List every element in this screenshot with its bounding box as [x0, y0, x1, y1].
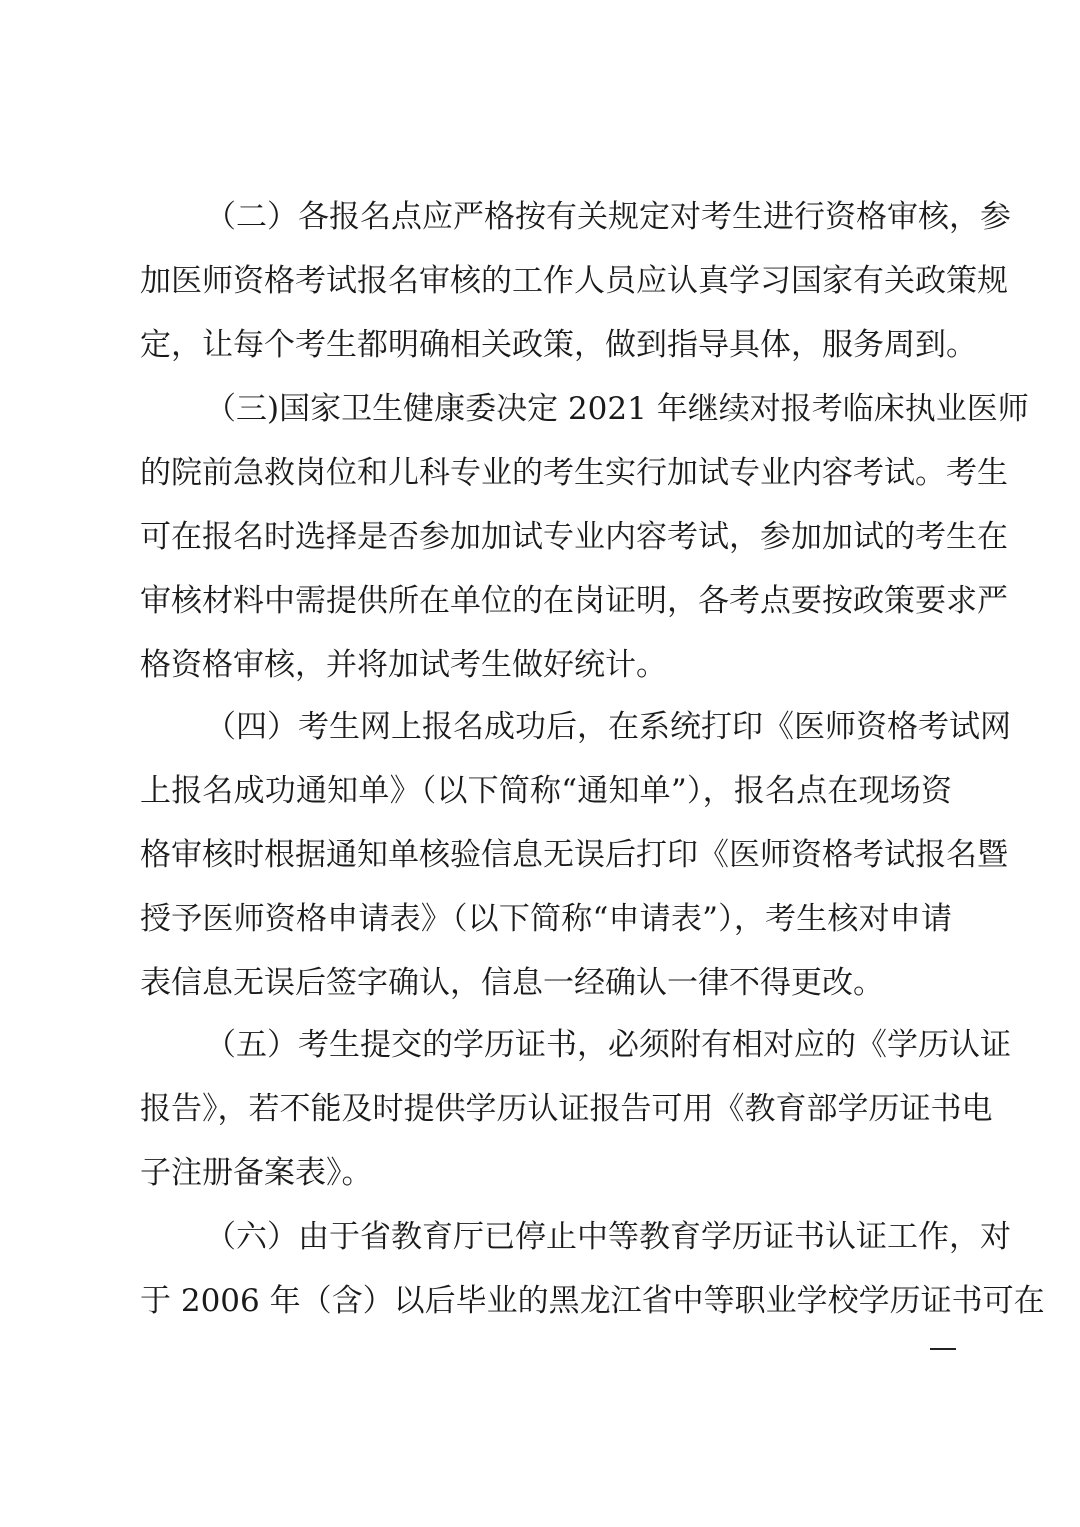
paragraph-6-line-1: （六）由于省教育厅已停止中等教育学历证书认证工作，对	[205, 1219, 1011, 1255]
paragraph-5-line-2: 报告》，若不能及时提供学历认证报告可用《教育部学历证书电	[140, 1091, 993, 1127]
paragraph-4-line-2: 上报名成功通知单》（以下简称“通知单”），报名点在现场资	[140, 773, 952, 809]
paragraph-5-line-1: （五）考生提交的学历证书，必须附有相对应的《学历认证	[205, 1027, 1011, 1063]
paragraph-5-line-3: 子注册备案表》。	[140, 1155, 373, 1191]
paragraph-4-line-1: （四）考生网上报名成功后，在系统打印《医师资格考试网	[205, 709, 1011, 745]
paragraph-3-line-2: 的院前急救岗位和儿科专业的考生实行加试专业内容考试。考生	[140, 455, 1008, 491]
paragraph-2-line-3: 定，让每个考生都明确相关政策，做到指导具体，服务周到。	[140, 327, 977, 363]
paragraph-4-line-4: 授予医师资格申请表》（以下简称“申请表”），考生核对申请	[140, 901, 952, 937]
paragraph-4-line-3: 格审核时根据通知单核验信息无误后打印《医师资格考试报名暨	[140, 837, 1008, 873]
page-number-dash	[930, 1348, 956, 1350]
paragraph-2-line-2: 加医师资格考试报名审核的工作人员应认真学习国家有关政策规	[140, 263, 1008, 299]
paragraph-4-line-5: 表信息无误后签字确认，信息一经确认一律不得更改。	[140, 965, 884, 1001]
paragraph-3-line-5: 格资格审核，并将加试考生做好统计。	[140, 647, 667, 683]
paragraph-2-line-1: （二）各报名点应严格按有关规定对考生进行资格审核，参	[205, 199, 1011, 235]
paragraph-3-line-3: 可在报名时选择是否参加加试专业内容考试，参加加试的考生在	[140, 519, 1008, 555]
paragraph-3-line-1: （三)国家卫生健康委决定 2021 年继续对报考临床执业医师	[205, 391, 1029, 427]
paragraph-6-line-2: 于 2006 年（含）以后毕业的黑龙江省中等职业学校学历证书可在	[140, 1283, 1045, 1319]
paragraph-3-line-4: 审核材料中需提供所在单位的在岗证明，各考点要按政策要求严	[140, 583, 1008, 619]
